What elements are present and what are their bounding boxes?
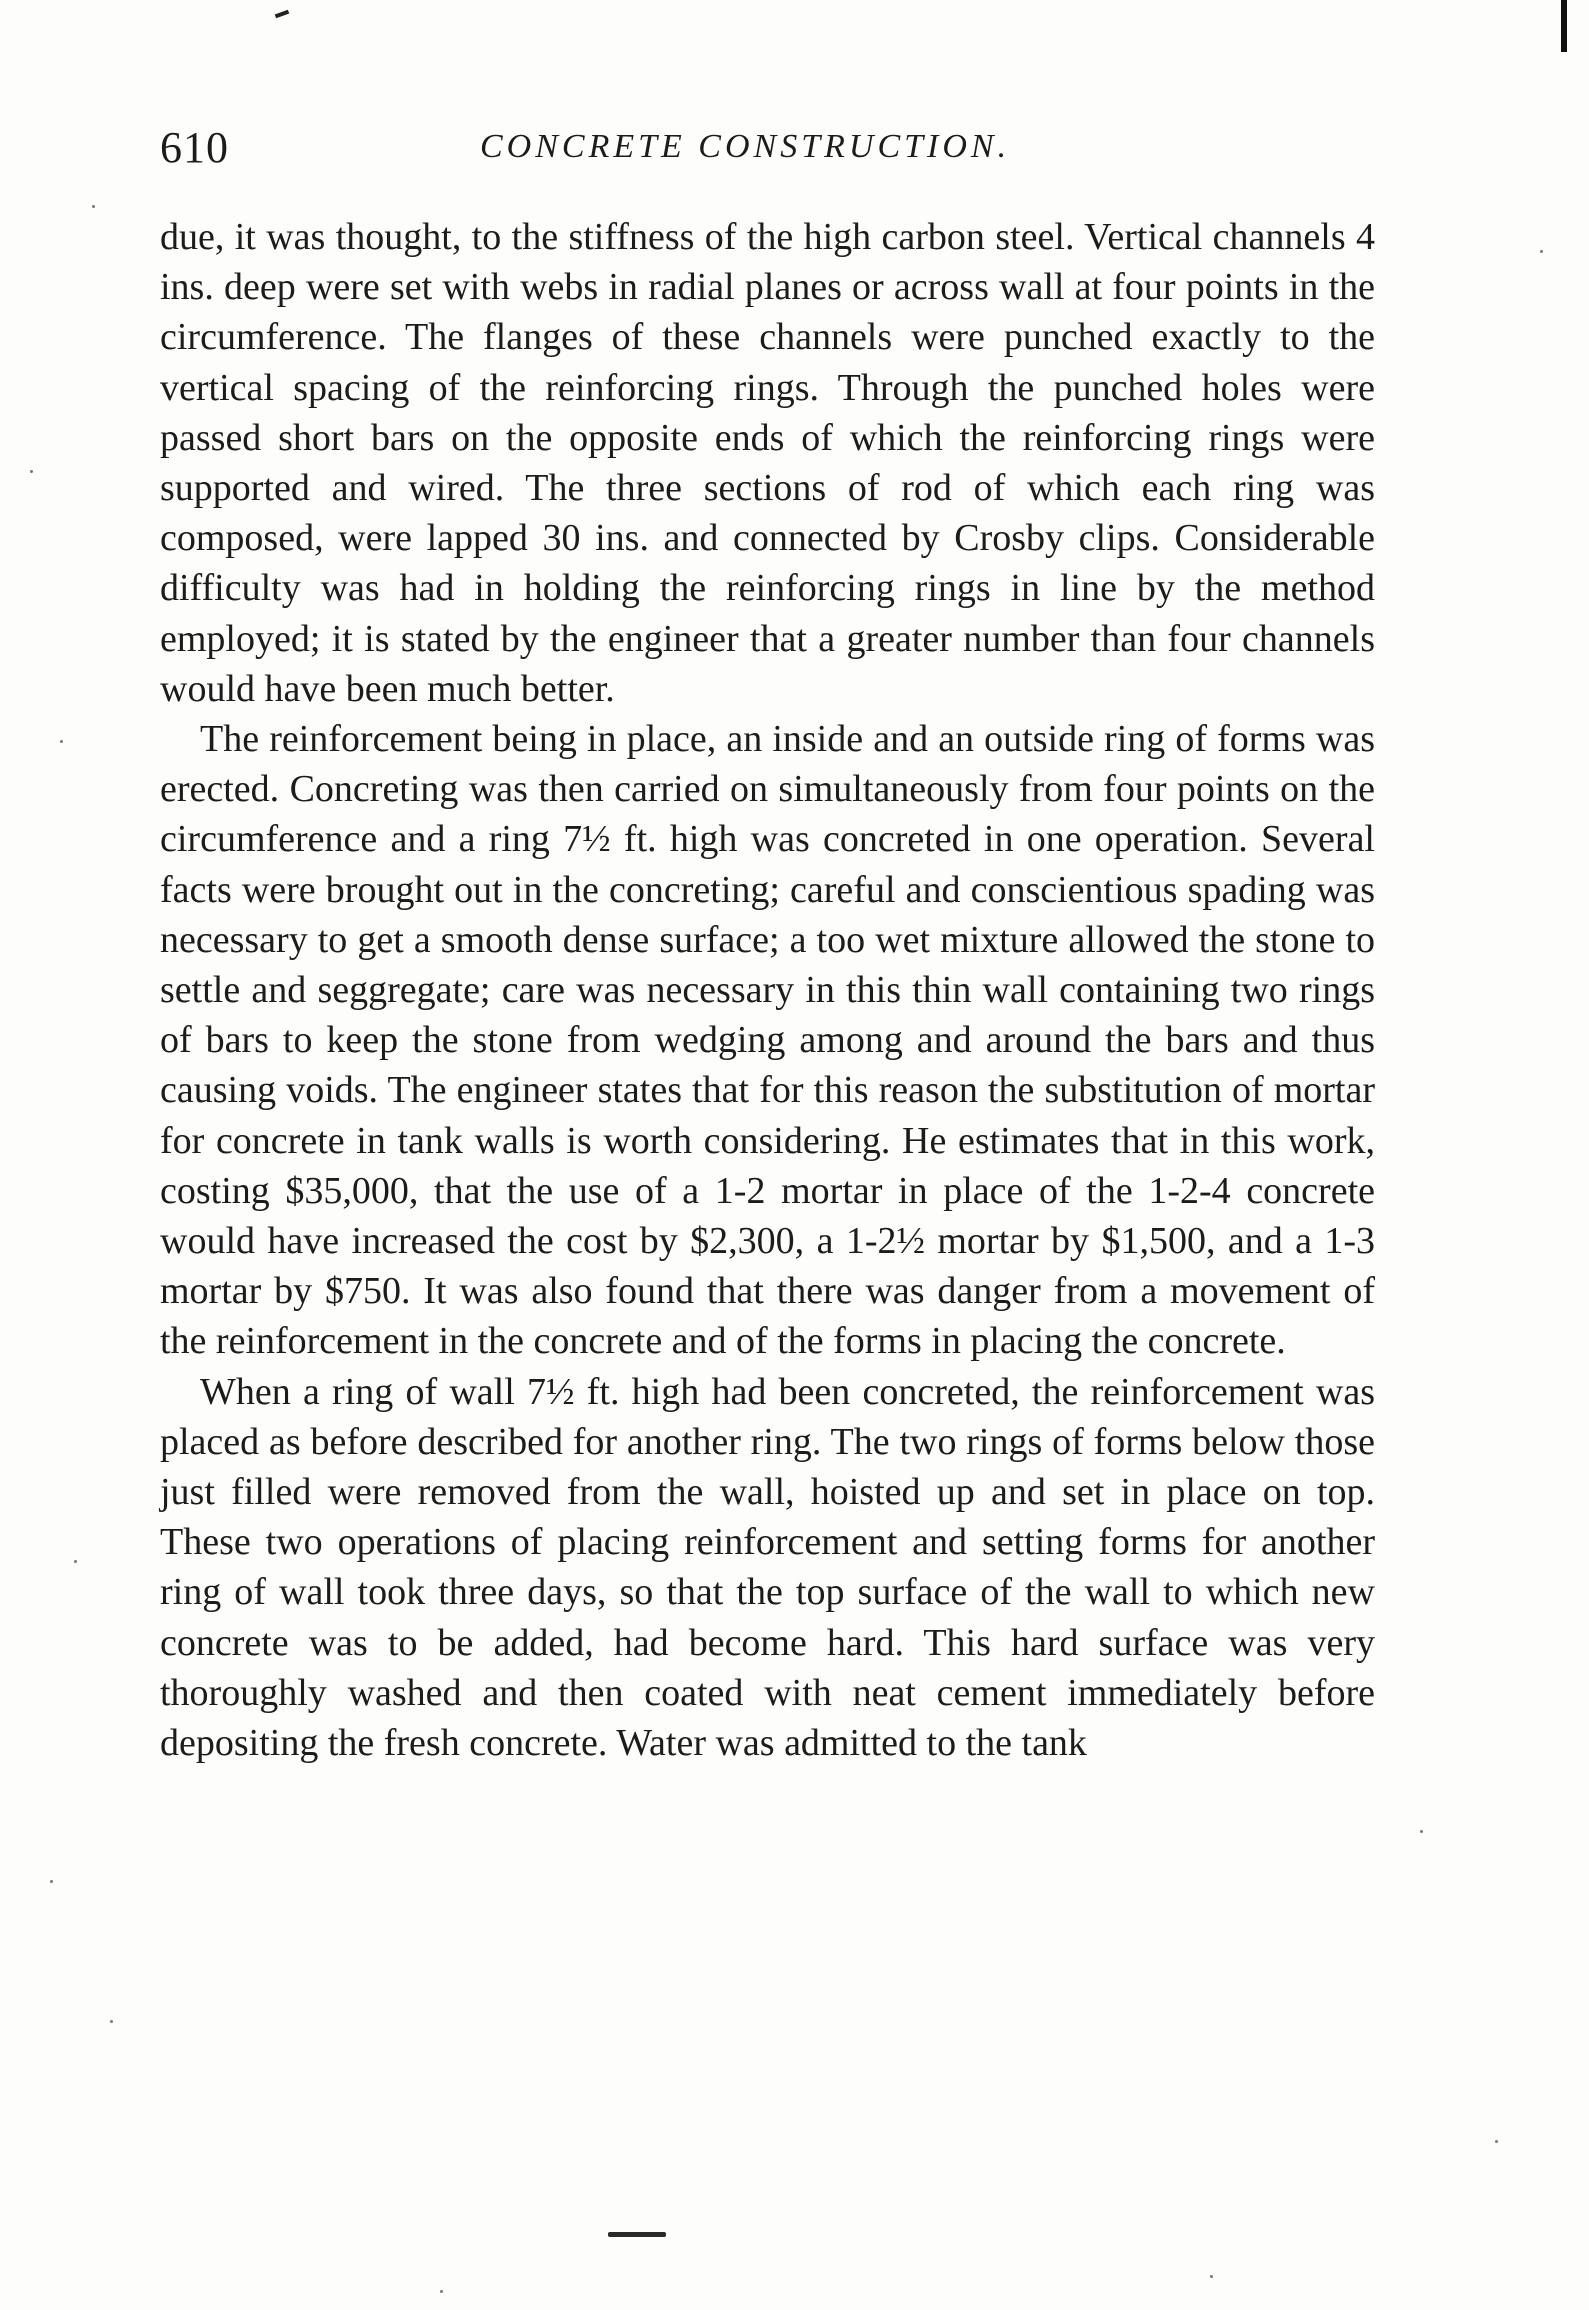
scan-speck xyxy=(440,2290,443,2293)
scan-speck xyxy=(110,2020,113,2023)
scan-speck xyxy=(92,205,95,208)
scan-mark xyxy=(275,10,290,19)
scan-speck xyxy=(60,740,63,743)
scan-speck xyxy=(1210,2275,1213,2278)
body-text xyxy=(160,212,1375,1768)
scan-speck xyxy=(1420,1830,1423,1833)
paragraph-2: The reinforcement being in place, an inside and an outside ring of forms was erected. Concreting was then carried on simultaneously from four points on the circumference and a ring 7½ ft. high was concreted in one operation. Several facts were brought out in the concreting; careful and conscientious spading was necessary to get a smooth dense surface; a too wet mixture allowed the stone to settle and seggregate; care was necessary in this thin wall containing two rings of bars to keep the stone from wedging among and around the bars and thus causing voids. The engineer states that for this reason the substitution of mortar for concrete in tank walls is worth considering. He estimates that in this work, costing $35,000, that the use of a 1-2 mortar in place of the 1-2-4 concrete would have increased the cost by $2,300, a 1-2½ mortar by $1,500, and a 1-3 mortar by $750. It was also found that there was danger from a movement of the reinforcement in the concrete and of the forms in placing the concrete. xyxy=(160,718,1375,1363)
paragraph-3: When a ring of wall 7½ ft. high had been concreted, the reinforcement was placed as before described for another ring. The two rings of forms below those just filled were removed from the wall, hoisted up and set in place on top. These two operations of placing reinforcement and setting forms for another ring of wall took three days, so that the top surface of the wall to which new concrete was to be added, had become hard. This hard surface was very thoroughly washed and then coated with neat cement immediately before depositing the fresh concrete. Water was admitted to the tank xyxy=(160,1370,1375,1765)
paragraph-1: due, it was thought, to the stiffness of the high carbon steel. Vertical channels 4 ins. deep were set with webs in radial planes or across wall at four points in the circumference. The flanges of these channels were punched exactly to the vertical spacing of the reinforcing rings. Through the punched holes were passed short bars on the opposite ends of which the reinforcing rings were supported and wired. The three sections of rod of which each ring was composed, were lapped 30 ins. and connected by Crosby clips. Considerable difficulty was had in holding the reinforcing rings in line by the method employed; it is stated by the engineer that a greater number than four channels would have been much better. xyxy=(160,216,1375,710)
scan-edge-mark xyxy=(1561,0,1567,52)
footer-ink-mark xyxy=(608,2232,666,2237)
running-title: CONCRETE CONSTRUCTION. xyxy=(480,128,1011,165)
scan-speck xyxy=(1495,2140,1498,2143)
scan-speck xyxy=(1540,250,1543,253)
page-number: 610 xyxy=(160,123,229,172)
scan-speck xyxy=(74,1560,77,1563)
scan-speck xyxy=(50,1880,53,1883)
page-header xyxy=(160,122,1375,182)
scan-speck xyxy=(30,470,33,473)
